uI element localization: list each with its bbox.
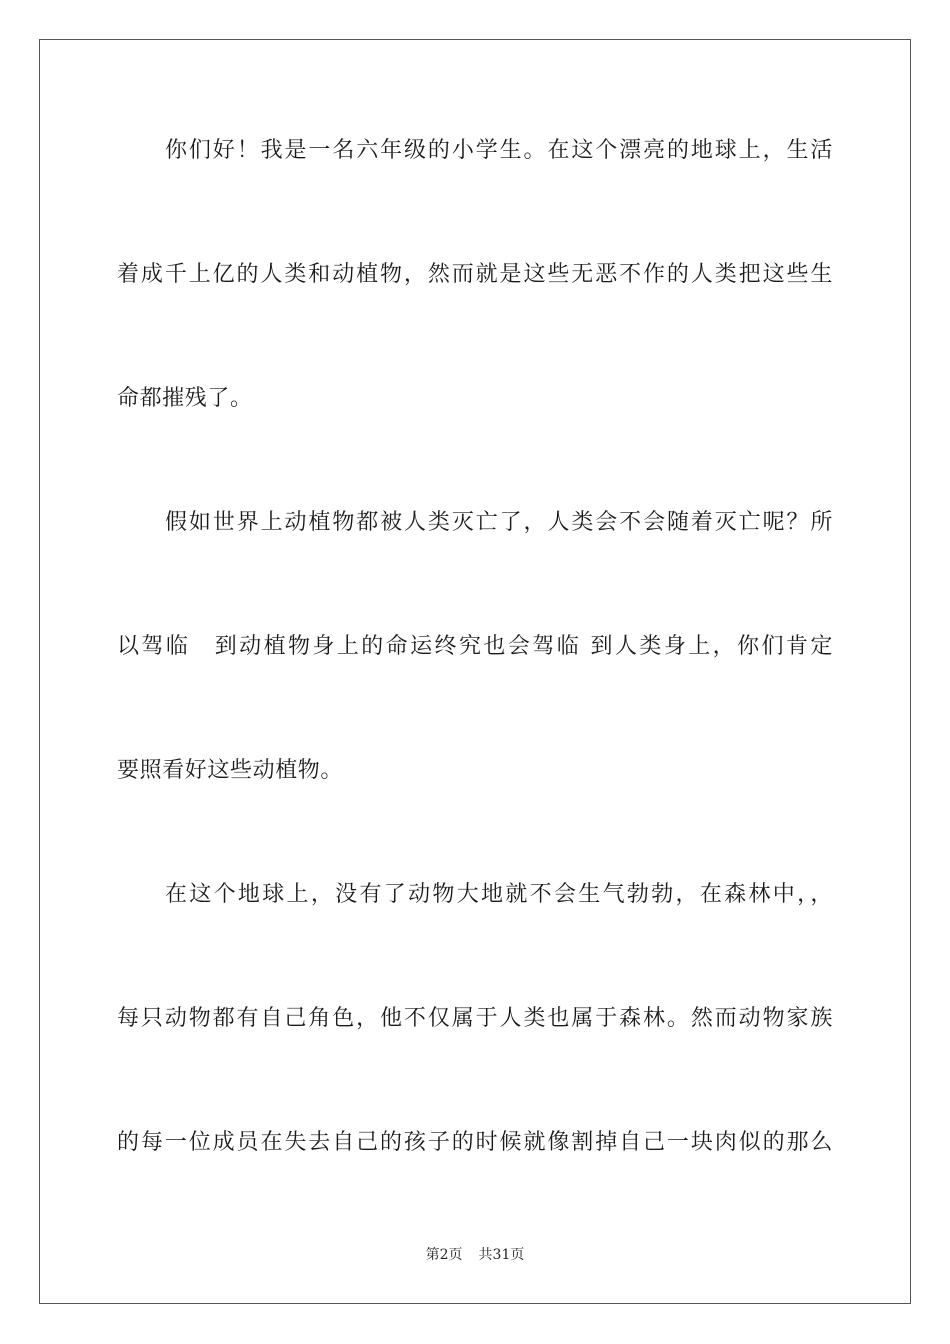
paragraph-2-line-1: 假如世界上动植物都被人类灭亡了，人类会不会随着灭亡呢？所	[165, 510, 833, 535]
page-footer	[0, 1245, 950, 1265]
page-border	[39, 39, 911, 1304]
paragraph-1-line-3: 命都摧残了。	[117, 386, 253, 411]
page-number: 第2页	[425, 1247, 463, 1263]
paragraph-3-line-1: 在这个地球上，没有了动物大地就不会生气勃勃，在森林中，，	[165, 882, 833, 907]
paragraph-2-line-3: 要照看好这些动植物。	[117, 758, 344, 783]
paragraph-1-line-1: 你们好！我是一名六年级的小学生。在这个漂亮的地球上，生活	[165, 138, 833, 163]
paragraph-3-line-2: 每只动物都有自己角色，他不仅属于人类也属于森林。然而动物家族	[117, 1006, 833, 1031]
paragraph-3-line-3: 的每一位成员在失去自己的孩子的时候就像割掉自己一块肉似的那么	[117, 1130, 833, 1155]
total-pages: 共31页	[478, 1247, 525, 1263]
paragraph-2-line-2: 以驾临 到动植物身上的命运终究也会驾临 到人类身上，你们肯定	[117, 634, 833, 659]
paragraph-1-line-2: 着成千上亿的人类和动植物，然而就是这些无恶不作的人类把这些生	[117, 262, 833, 287]
